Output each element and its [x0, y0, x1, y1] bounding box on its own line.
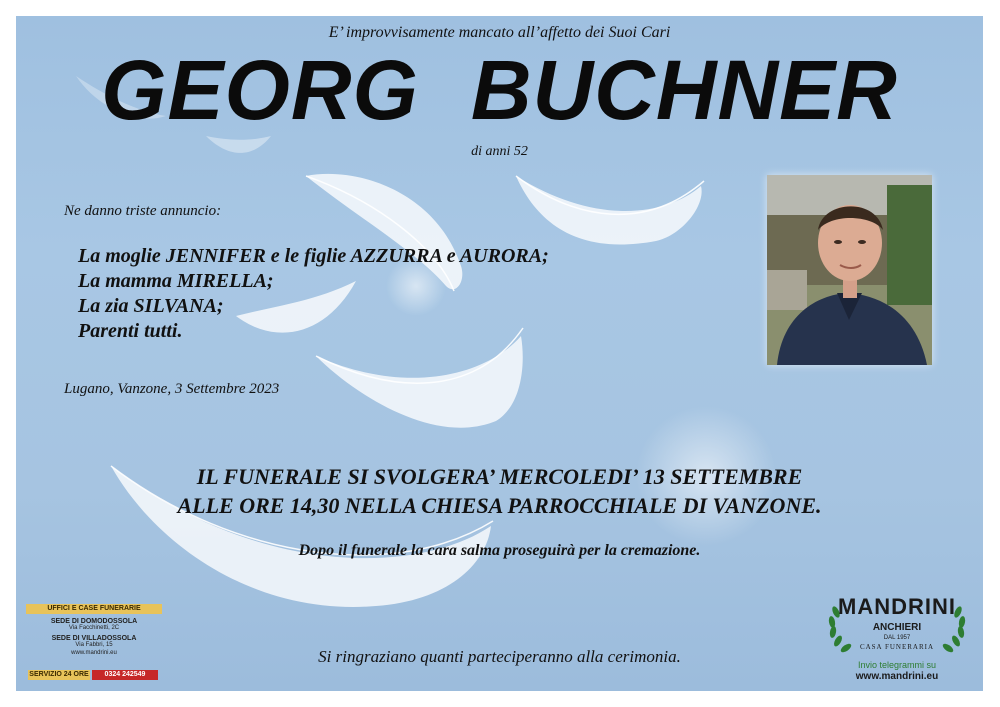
- logo-tagline: CASA FUNERARIA: [859, 643, 935, 651]
- last-name: BUCHNER: [470, 43, 898, 137]
- feather-4: [316, 336, 523, 428]
- family-line: La mamma MIRELLA;: [78, 270, 274, 292]
- feather-2: [516, 176, 702, 245]
- phone-number[interactable]: 0324 242549: [92, 670, 158, 680]
- intro-text: E’ improvvisamente mancato all’affetto dei Suoi Cari: [328, 24, 671, 41]
- cremation-note: Dopo il funerale la cara salma proseguirà per la cremazione.: [298, 542, 701, 559]
- place-date: Lugano, Vanzone, 3 Settembre 2023: [64, 381, 280, 397]
- funeral-line: IL FUNERALE SI SVOLGERA’ MERCOLEDI’ 13 SETTEMBRE: [196, 464, 803, 489]
- first-name: GEORG: [101, 43, 419, 137]
- telegram-note: Invio telegrammi su: [857, 660, 937, 670]
- logo-brand: MANDRINI: [838, 594, 956, 619]
- mandrini-logo: [822, 590, 972, 686]
- office-website[interactable]: www.mandrini.eu: [71, 650, 117, 656]
- family-line: La moglie JENNIFER e le figlie AZZURRA e AURORA;: [78, 245, 549, 267]
- thanks-note: Si ringraziano quanti parteciperanno alla cerimonia.: [318, 647, 681, 666]
- family-list: [78, 244, 549, 344]
- deceased-photo: [767, 175, 932, 365]
- logo-subtitle: ANCHIERI: [872, 622, 922, 633]
- age-text: di anni 52: [471, 144, 528, 159]
- service-24h: [28, 670, 158, 680]
- family-line: Parenti tutti.: [78, 320, 183, 342]
- office-address: Via Fabbri, 15: [75, 642, 113, 648]
- office-title: SEDE DI DOMODOSSOLA: [50, 618, 138, 625]
- service-label: SERVIZIO 24 ORE: [29, 671, 89, 678]
- funeral-info: [16, 462, 983, 520]
- funeral-offices: [26, 604, 162, 656]
- office-address: Via Facchinetti, 2C: [68, 625, 120, 631]
- announce-label: Ne danno triste annuncio:: [64, 203, 222, 219]
- family-line: La zia SILVANA;: [78, 295, 224, 317]
- deceased-name: [16, 43, 983, 137]
- funeral-line: ALLE ORE 14,30 NELLA CHIESA PARROCCHIALE DI VANZONE.: [177, 493, 822, 518]
- office-title: SEDE DI VILLADOSSOLA: [51, 635, 137, 642]
- offices-banner: UFFICI E CASE FUNERARIE: [26, 604, 162, 614]
- obituary-card: [16, 16, 983, 691]
- logo-website[interactable]: www.mandrini.eu: [855, 671, 939, 682]
- logo-since: DAL 1957: [883, 635, 911, 641]
